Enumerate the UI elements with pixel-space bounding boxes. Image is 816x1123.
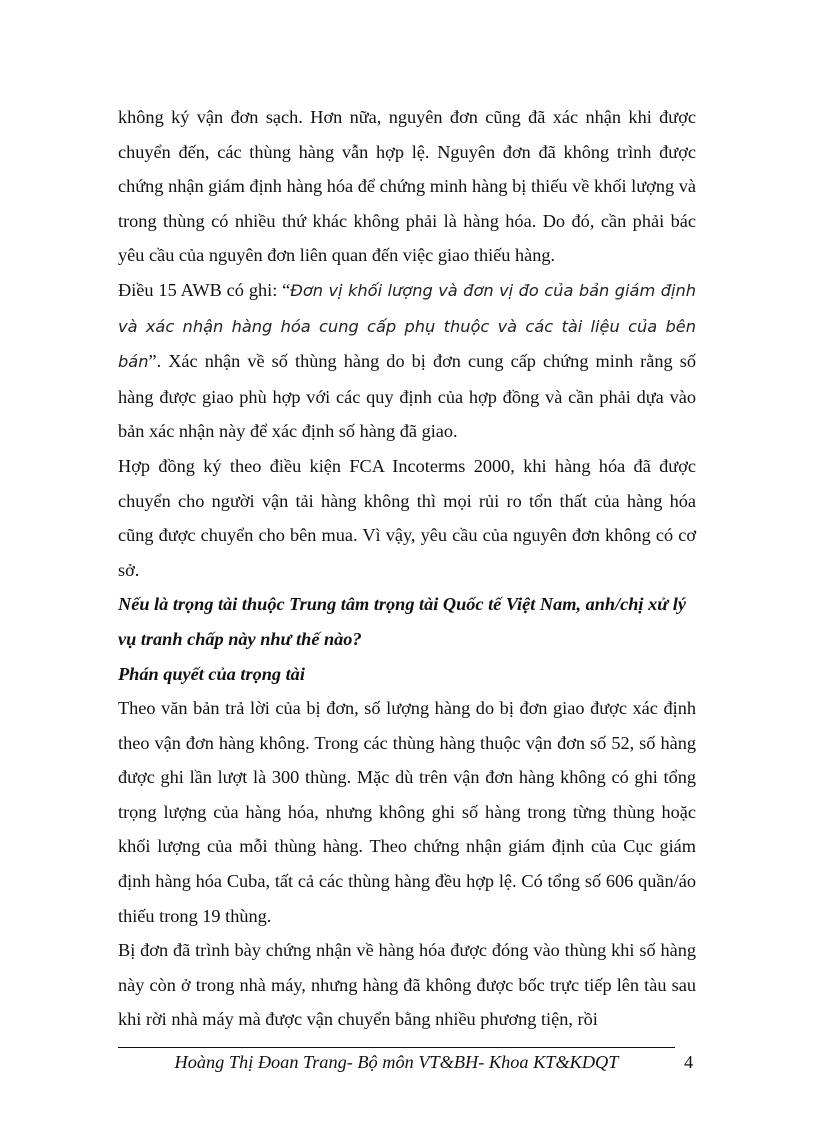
awb-tail-text: ”. Xác nhận về số thùng hàng do bị đơn cung cấp chứng minh rằng số hàng được giao phù hợp với các quy định của hợp đồng và cần phải dựa vào bản xác nhận này để xác định số hàng đã giao. [118, 351, 696, 442]
paragraph-respondent-reply: Theo văn bản trả lời của bị đơn, số lượng hàng do bị đơn giao được xác định theo vận đơn hàng không. Trong các thùng hàng thuộc vận đơn số 52, số hàng được ghi lần lượt là 300 thùng. Mặc dù trên vận đơn hàng không có ghi tổng trọng lượng của hàng hóa, nhưng không ghi số hàng trong từng thùng hoặc khối lượng của mỗi thùng hàng. Theo chứng nhận giám định của Cục giám định hàng hóa Cuba, tất cả các thùng hàng đều hợp lệ. Có tổng số 606 quần/áo thiếu trong 19 thùng. [118, 698, 696, 926]
footer-divider [118, 1047, 675, 1048]
document-body [118, 100, 696, 1037]
awb-quoted-clause: Đơn vị khối lượng và đơn vị đo của bản giám định và xác nhận hàng hóa cung cấp phụ thuộc và các tài liệu của bên bán [118, 280, 696, 372]
paragraph-delivery-shortage: không ký vận đơn sạch. Hơn nữa, nguyên đơn cũng đã xác nhận khi được chuyển đến, các thùng hàng vẫn hợp lệ. Nguyên đơn đã không trình được chứng nhận giám định hàng hóa để chứng minh hàng bị thiếu về khối lượng và trong thùng có nhiều thứ khác không phải là hàng hóa. Do đó, cần phải bác yêu cầu của nguyên đơn liên quan đến việc giao thiếu hàng. [118, 107, 696, 266]
question-heading: Nếu là trọng tài thuộc Trung tâm trọng tài Quốc tế Việt Nam, anh/chị xử lý vụ tranh chấp này như thế nào? [118, 594, 686, 649]
arbitration-award-heading: Phán quyết của trọng tài [118, 663, 305, 684]
paragraph-fca-incoterms: Hợp đồng ký theo điều kiện FCA Incoterms 2000, khi hàng hóa đã được chuyển cho người vận tải hàng không thì mọi rủi ro tổn thất của hàng hóa cũng được chuyển cho bên mua. Vì vậy, yêu cầu của nguyên đơn không có cơ sở. [118, 455, 696, 580]
paragraph-respondent-certificate: Bị đơn đã trình bày chứng nhận về hàng hóa được đóng vào thùng khi số hàng này còn ở trong nhà máy, nhưng hàng đã không được bốc trực tiếp lên tàu sau khi rời nhà máy mà được vận chuyển bằng nhiều phương tiện, rồi [118, 940, 696, 1030]
awb-lead-text: Điều 15 AWB có ghi: “ [118, 279, 291, 300]
page-number: 4 [684, 1052, 694, 1072]
paragraph-awb-article-15 [118, 273, 696, 449]
footer-author-line: Hoàng Thị Đoan Trang- Bộ môn VT&BH- Khoa KT&KDQT [174, 1052, 619, 1072]
